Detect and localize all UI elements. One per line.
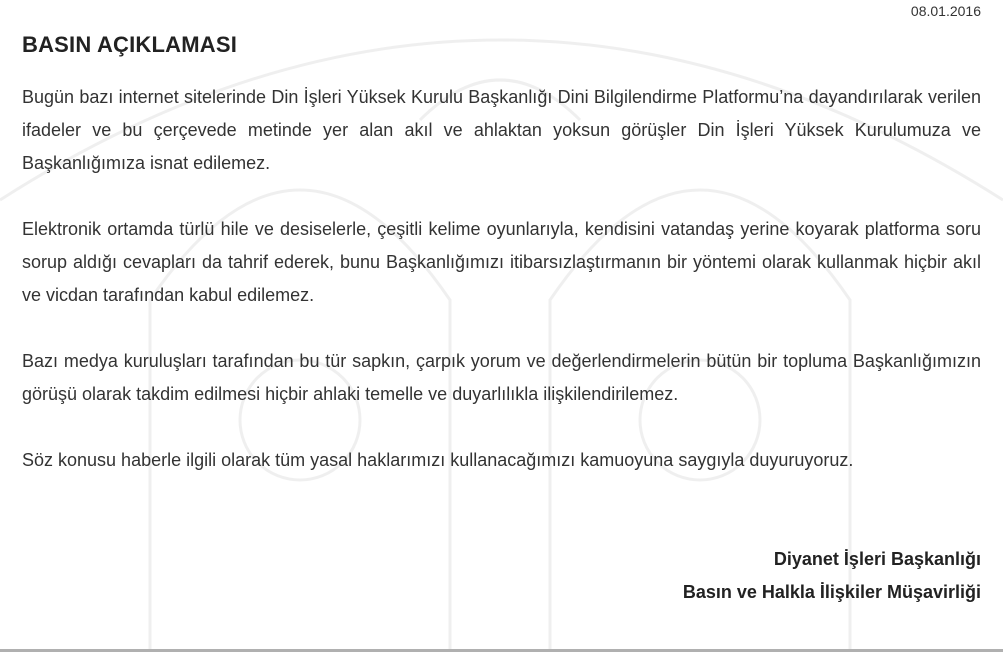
publication-date: 08.01.2016 [910, 3, 981, 19]
signature-block [683, 543, 981, 609]
paragraph-4: Söz konusu haberle ilgili olarak tüm yasal haklarımızı kullanacağımızı kamuoyuna saygıyla duyuruyoruz. [22, 450, 854, 470]
signature-organization: Diyanet İşleri Başkanlığı [773, 549, 981, 569]
paragraph-3: Bazı medya kuruluşları tarafından bu tür sapkın, çarpık yorum ve değerlendirmelerin bütün bir topluma Başkanlığımızın görüşü olarak takdim edilmesi hiçbir ahlaki temelle ve duyarlılıkla ilişkilendirilemez. [22, 351, 981, 404]
paragraph-1: Bugün bazı internet sitelerinde Din İşleri Yüksek Kurulu Başkanlığı Dini Bilgilendirme Platformu’na dayandırılarak verilen ifadeler ve bu çerçevede metinde yer alan akıl ve ahlaktan yoksun görüşler Din İşleri Yüksek Kurulumuza ve Başkanlığımıza isnat edilemez. [22, 87, 981, 173]
signature-department: Basın ve Halkla İlişkiler Müşavirliği [682, 582, 981, 602]
press-release-body [22, 81, 981, 510]
paragraph-2: Elektronik ortamda türlü hile ve desiselerle, çeşitli kelime oyunlarıyla, kendisini vatandaş yerine koyarak platforma soru sorup aldığı cevapları da tahrif ederek, bunu Başkanlığımızı itibarsızlaştırmanın bir yöntemi olarak kullanmak hiçbir akıl ve vicdan tarafından kabul edilemez. [22, 219, 981, 305]
page-title: BASIN AÇIKLAMASI [22, 32, 238, 57]
